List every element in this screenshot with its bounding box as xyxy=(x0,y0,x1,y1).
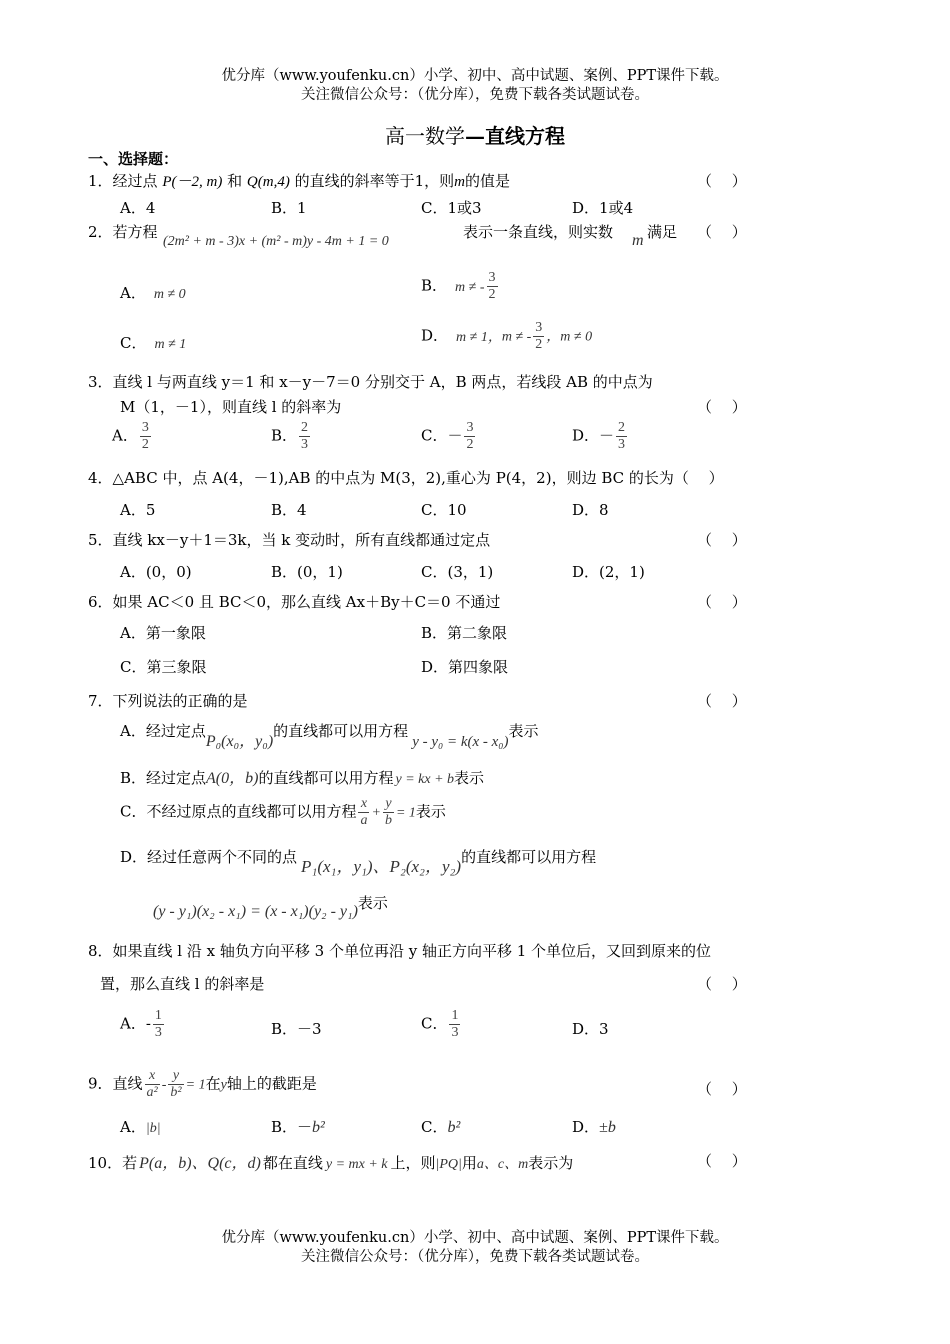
q8-a-label: A．- xyxy=(120,1014,151,1033)
q1-stem: 1．经过点 xyxy=(88,172,158,190)
q1-m: m xyxy=(454,174,465,190)
q6-stem: 6．如果 AC＜0 且 BC＜0，那么直线 Ax＋By＋C＝0 不通过 xyxy=(88,593,501,611)
q4-option-c: C．10 xyxy=(421,501,467,519)
q2-a-label: A． xyxy=(120,284,146,302)
q2-m: m xyxy=(632,232,644,249)
q2-d-value-1: m ≠ 1， xyxy=(456,329,502,345)
q5-option-a: A．(0，0) xyxy=(120,563,192,581)
q2-d-den: 2 xyxy=(535,337,543,352)
q10-stem: 10．若 xyxy=(88,1154,138,1172)
q9-x: x xyxy=(145,1068,160,1085)
q2-d-num: 3 xyxy=(535,320,543,335)
question-9 xyxy=(88,1068,317,1101)
q10-pq: |PQ| xyxy=(435,1157,462,1172)
q9-stem: 9．直线 xyxy=(88,1074,143,1093)
q10-mid2: 上，则 xyxy=(390,1154,436,1172)
q7-d-points: P₁(x₁，y₁)、P₂(x₂，y₂) xyxy=(301,857,462,876)
q4-option-a: A．5 xyxy=(120,501,156,519)
q2-d-value-3: ，m ≠ 0 xyxy=(546,329,593,345)
q9-d-value: ±b xyxy=(599,1119,616,1136)
q2-end: 满足 xyxy=(647,223,678,241)
q7-a-equation: y - y₀ = k(x - x₀) xyxy=(412,734,509,750)
q10-answer-paren: （ ） xyxy=(697,1152,747,1170)
q8-line-1: 8．如果直线 l 沿 x 轴负方向平移 3 个单位再沿 y 轴正方向平移 1 个单位后，又回到原来的位 xyxy=(88,942,712,960)
footer-line-1: 优分库（www.youfenku.cn）小学、初中、高中试题、案例、PPT课件下载。 xyxy=(221,1230,729,1246)
q2-option-d xyxy=(421,320,592,353)
q9-y-var: y xyxy=(220,1077,227,1093)
q5-option-d: D．(2，1) xyxy=(572,563,645,581)
question-1 xyxy=(88,170,510,191)
q9-option-b xyxy=(271,1116,325,1137)
q2-b-value: m ≠ - xyxy=(455,279,485,295)
q10-end: 用 xyxy=(461,1154,477,1172)
q2-b-num: 3 xyxy=(488,270,496,285)
q1-end: 的值是 xyxy=(464,172,510,190)
q4-option-d: D．8 xyxy=(572,501,609,519)
q9-a-value: |b| xyxy=(145,1121,161,1136)
q3-option-d xyxy=(572,420,629,453)
q8-option-a xyxy=(120,1008,166,1041)
q2-a-value: m ≠ 0 xyxy=(153,287,186,302)
q9-eq: = 1 xyxy=(185,1077,206,1093)
q7-d-equation: (y - y₁)(x₂ - x₁) = (x - x₁)(y₂ - y₁) xyxy=(153,903,358,920)
q4-stem: 4．△ABC 中，点 A(4，－1),AB 的中点为 M(3，2),重心为 P(4，2)，则边 BC 的长为（ ） xyxy=(88,469,724,487)
q3-c-den: 2 xyxy=(466,437,474,452)
q3-a-den: 2 xyxy=(141,437,149,452)
q8-option-c xyxy=(421,1008,462,1041)
q1-answer-paren: （ ） xyxy=(697,172,747,190)
q2-c-label: C． xyxy=(120,334,147,352)
q2-stem: 2．若方程 xyxy=(88,223,158,241)
q6-option-b: B．第二象限 xyxy=(421,624,508,642)
q9-answer-paren: （ ） xyxy=(697,1080,747,1098)
q7-c-text-1: C．不经过原点的直线都可以用方程 xyxy=(120,802,357,821)
q7-b-text-1: B．经过定点 xyxy=(120,769,207,787)
q7-c-plus: + xyxy=(371,805,381,821)
q3-line-1: 3．直线 l 与两直线 y＝1 和 x－y－7＝0 分别交于 A，B 两点，若线段 AB 的中点为 xyxy=(88,373,653,391)
q3-option-c xyxy=(421,420,477,453)
q10-mid: 都在直线 xyxy=(262,1154,323,1172)
q9-c-label: C． xyxy=(421,1118,448,1136)
q10-points: P(a，b)、Q(c，d) xyxy=(139,1155,261,1172)
q2-rest: 表示一条直线，则实数 xyxy=(463,223,614,241)
q9-end: 轴上的截距是 xyxy=(226,1074,317,1093)
q7-option-d xyxy=(120,842,597,876)
q1-option-a: A．4 xyxy=(120,199,156,217)
q3-a-label: A． xyxy=(112,426,138,445)
q2-b-fraction xyxy=(487,270,498,303)
q7-a-text-2: 的直线都可以用方程 xyxy=(273,722,409,740)
q3-answer-paren: （ ） xyxy=(697,398,747,416)
header-line-1: 优分库（www.youfenku.cn）小学、初中、高中试题、案例、PPT课件下载。 xyxy=(221,68,729,84)
q6-answer-paren: （ ） xyxy=(697,593,747,611)
q2-option-a xyxy=(120,282,186,303)
q2-d-value-2: m ≠ - xyxy=(501,329,532,345)
q2-option-b xyxy=(421,270,500,303)
q8-c-num: 1 xyxy=(451,1008,459,1023)
q9-b2: b² xyxy=(170,1085,182,1100)
q7-d-text-3: 表示 xyxy=(357,894,388,912)
q6-option-a: A．第一象限 xyxy=(120,624,206,642)
header-line-2: 关注微信公众号：（优分库），免费下载各类试题试卷。 xyxy=(301,87,649,103)
q1-point-q: Q(m,4) xyxy=(246,174,290,190)
q3-d-den: 3 xyxy=(618,437,626,452)
q7-stem: 7．下列说法的正确的是 xyxy=(88,692,248,710)
q7-b-text-3: 表示 xyxy=(454,769,485,787)
q1-rest: 的直线的斜率等于1，则 xyxy=(294,172,455,190)
q7-b-point: A(0，b) xyxy=(206,770,259,787)
q10-end2: 表示为 xyxy=(528,1154,574,1172)
q7-option-b xyxy=(120,765,484,788)
q2-d-fraction xyxy=(533,320,544,353)
q8-c-fraction xyxy=(449,1008,460,1041)
q9-option-a xyxy=(120,1116,161,1137)
q1-point-p: P(－2, m) xyxy=(162,174,223,190)
q2-d-label: D． xyxy=(421,326,449,345)
q8-line-2: 置，那么直线 l 的斜率是 xyxy=(100,975,265,993)
q9-mid: 在 xyxy=(205,1074,221,1093)
section-heading: 一、选择题： xyxy=(88,150,179,168)
page-title xyxy=(0,120,950,149)
q6-option-d: D．第四象限 xyxy=(421,658,509,676)
q2-option-c xyxy=(120,332,186,353)
q7-c-b: b xyxy=(384,813,392,828)
q3-b-fraction xyxy=(299,420,310,453)
q7-d-line-2 xyxy=(153,892,388,920)
q3-c-label: C．－ xyxy=(421,426,463,445)
q2-answer-paren: （ ） xyxy=(697,223,747,241)
q1-option-d: D．1或4 xyxy=(572,199,634,217)
q3-d-num: 2 xyxy=(618,420,626,435)
q1-option-b: B．1 xyxy=(271,199,307,217)
q3-c-num: 3 xyxy=(466,420,474,435)
q3-d-fraction xyxy=(616,420,627,453)
q9-y: y xyxy=(168,1068,183,1085)
q7-c-y: y xyxy=(383,796,394,813)
q7-b-text-2: 的直线都可以用方程 xyxy=(258,769,394,787)
q8-option-b: B．－3 xyxy=(271,1020,322,1038)
title-bold: —直线方程 xyxy=(465,124,565,148)
q3-b-label: B． xyxy=(271,426,298,445)
q7-option-c xyxy=(120,796,446,829)
q9-c-value: b² xyxy=(447,1119,461,1136)
q3-option-b xyxy=(271,420,312,453)
q9-minus: - xyxy=(161,1077,167,1093)
q3-option-a xyxy=(112,420,153,453)
q9-frac-y xyxy=(168,1068,183,1101)
title-plain: 高一数学 xyxy=(385,124,465,148)
q10-vars: a、c、m xyxy=(476,1157,529,1172)
q3-line-2: M（1，－1），则直线 l 的斜率为 xyxy=(120,398,342,416)
q3-c-fraction xyxy=(464,420,475,453)
q9-b-value: b² xyxy=(312,1119,325,1136)
q9-option-c xyxy=(421,1116,460,1137)
q7-option-a xyxy=(120,718,539,750)
q1-and: 和 xyxy=(227,172,243,190)
q7-c-frac-y xyxy=(383,796,394,829)
q7-b-equation: y = kx + b xyxy=(395,772,455,787)
q10-equation: y = mx + k xyxy=(325,1157,388,1172)
q7-a-point: P₀(x₀，y₀) xyxy=(205,733,274,750)
q5-stem: 5．直线 kx－y＋1＝3k，当 k 变动时，所有直线都通过定点 xyxy=(88,531,491,549)
q7-c-frac-x xyxy=(358,796,369,829)
q7-d-text-1: D．经过任意两个不同的点 xyxy=(120,848,298,866)
q8-answer-paren: （ ） xyxy=(697,975,747,993)
q2-equation: (2m² + m - 3)x + (m² - m)y - 4m + 1 = 0 xyxy=(163,234,389,249)
q8-a-den: 3 xyxy=(154,1025,162,1040)
q7-answer-paren: （ ） xyxy=(697,692,747,710)
q5-option-b: B．(0，1) xyxy=(271,563,343,581)
q8-option-d: D．3 xyxy=(572,1020,609,1038)
q7-c-x: x xyxy=(358,796,369,813)
q9-option-d xyxy=(572,1116,616,1137)
q1-option-c: C．1或3 xyxy=(421,199,482,217)
q9-d-label: D． xyxy=(572,1118,600,1136)
q2-c-value: m ≠ 1 xyxy=(154,337,187,352)
q3-a-num: 3 xyxy=(141,420,149,435)
q2-b-den: 2 xyxy=(488,287,496,302)
footer-line-2: 关注微信公众号：（优分库），免费下载各类试题试卷。 xyxy=(301,1249,649,1265)
q7-a-text-1: A．经过定点 xyxy=(120,722,206,740)
q8-c-label: C． xyxy=(421,1014,448,1033)
q4-option-b: B．4 xyxy=(271,501,307,519)
q9-a2: a² xyxy=(146,1085,158,1100)
q3-d-label: D．－ xyxy=(572,426,615,445)
q6-option-c: C．第三象限 xyxy=(120,658,207,676)
question-10 xyxy=(88,1150,573,1173)
q7-a-text-3: 表示 xyxy=(508,722,539,740)
q5-answer-paren: （ ） xyxy=(697,531,747,549)
q8-a-num: 1 xyxy=(154,1008,162,1023)
q7-c-eq: = 1 xyxy=(395,805,416,821)
q9-frac-x xyxy=(145,1068,160,1101)
q9-a-label: A． xyxy=(120,1118,146,1136)
q3-b-num: 2 xyxy=(301,420,309,435)
q8-a-fraction xyxy=(153,1008,164,1041)
q3-a-fraction xyxy=(140,420,151,453)
q7-c-text-3: 表示 xyxy=(415,802,446,821)
q5-option-c: C．(3，1) xyxy=(421,563,494,581)
q3-b-den: 3 xyxy=(301,437,309,452)
q2-b-label: B． xyxy=(421,276,448,295)
q7-c-a: a xyxy=(360,813,368,828)
q9-b-label: B．－ xyxy=(271,1118,313,1136)
q7-d-text-2: 的直线都可以用方程 xyxy=(461,848,597,866)
q8-c-den: 3 xyxy=(451,1025,459,1040)
